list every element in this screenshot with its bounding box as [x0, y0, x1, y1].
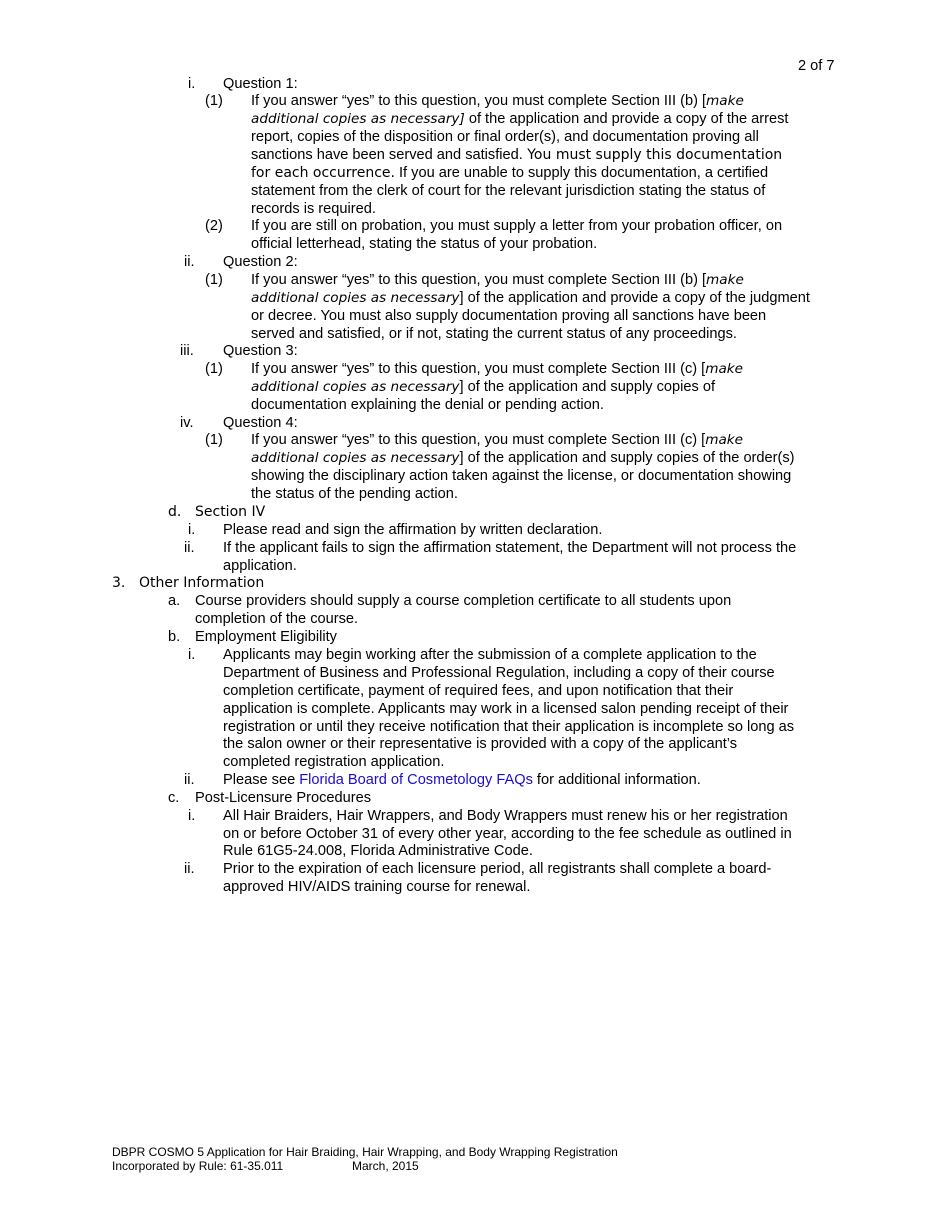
q2-item-line: or decree. You must also supply documentation proving all sanctions have been: [251, 308, 767, 324]
post-licensure-text: All Hair Braiders, Hair Wrappers, and Body Wrappers must renew his or her registration: [223, 808, 788, 824]
section-iv-item: If the applicant fails to sign the affirmation statement, the Department will not process the: [223, 540, 797, 556]
list-marker: (1): [205, 432, 223, 448]
other-information-title: Other Information: [139, 575, 265, 591]
footer-rule: Incorporated by Rule: 61-35.011: [112, 1159, 284, 1173]
faq-line: Please see Florida Board of Cosmetology FAQs for additional information.: [223, 772, 701, 788]
list-marker: iv.: [180, 415, 194, 431]
list-marker: i.: [188, 647, 196, 663]
q1-item2-line: If you are still on probation, you must supply a letter from your probation officer, on: [251, 218, 783, 234]
course-providers-text: completion of the course.: [195, 611, 359, 627]
list-marker: i.: [188, 76, 196, 92]
list-marker: ii.: [184, 772, 195, 788]
post-licensure-text: on or before October 31 of every other year, according to the fee schedule as outlined in: [223, 826, 792, 842]
q2-item-line: served and satisfied, or if not, stating the current status of any proceedings.: [251, 326, 737, 342]
faq-link[interactable]: Florida Board of Cosmetology FAQs: [299, 772, 533, 788]
footer-form-title: DBPR COSMO 5 Application for Hair Braiding, Hair Wrapping, and Body Wrapping Registration: [112, 1145, 618, 1159]
question-1-title: Question 1:: [223, 76, 298, 92]
q1-item1-line: statement from the clerk of court for the relevant jurisdiction stating the status of: [251, 183, 766, 199]
list-marker: b.: [168, 629, 181, 645]
q1-item1-line: report, copies of the disposition or final order(s), and documentation proving all: [251, 129, 759, 145]
list-marker: i.: [188, 522, 196, 538]
q1-item1-line: If you answer “yes” to this question, you must complete Section III (b) [make: [251, 93, 744, 109]
q1-item1-line: additional copies as necessary] of the application and provide a copy of the arrest: [251, 111, 789, 127]
employment-text: registration or until they receive notification that their application is incomplete so long as: [223, 719, 795, 735]
list-marker: ii.: [184, 540, 195, 556]
question-2-title: Question 2:: [223, 254, 298, 270]
employment-text: application is complete. Applicants may work in a licensed salon pending receipt of their: [223, 701, 789, 717]
list-marker: (1): [205, 93, 223, 109]
employment-text: Department of Business and Professional Regulation, including a copy of their course: [223, 665, 775, 681]
post-licensure-text: approved HIV/AIDS training course for renewal.: [223, 879, 531, 895]
list-marker: a.: [168, 593, 181, 609]
list-marker: iii.: [180, 343, 194, 359]
list-marker: (1): [205, 272, 223, 288]
q4-item-line: the status of the pending action.: [251, 486, 458, 502]
q1-item1-line: records is required.: [251, 201, 376, 217]
employment-text: the salon owner or their representative is provided with a copy of the applicant’s: [223, 736, 738, 752]
list-marker: ii.: [184, 254, 195, 270]
employment-eligibility-title: Employment Eligibility: [195, 629, 337, 645]
section-iv-item: application.: [223, 558, 297, 574]
page-number: 2 of 7: [798, 58, 835, 74]
q4-item-line: additional copies as necessary] of the application and supply copies of the order(s): [251, 450, 795, 466]
section-iv-item: Please read and sign the affirmation by written declaration.: [223, 522, 603, 538]
section-iv-title: Section IV: [195, 504, 266, 520]
list-marker: d.: [168, 504, 182, 520]
q3-item-line: If you answer “yes” to this question, you must complete Section III (c) [make: [251, 361, 744, 377]
q3-item-line: additional copies as necessary] of the application and supply copies of: [251, 379, 716, 395]
list-marker: ii.: [184, 861, 195, 877]
q3-item-line: documentation explaining the denial or pending action.: [251, 397, 604, 413]
list-marker: (1): [205, 361, 223, 377]
post-licensure-title: Post-Licensure Procedures: [195, 790, 372, 806]
q4-item-line: If you answer “yes” to this question, you must complete Section III (c) [make: [251, 432, 744, 448]
course-providers-text: Course providers should supply a course completion certificate to all students upon: [195, 593, 732, 609]
employment-text: Applicants may begin working after the submission of a complete application to the: [223, 647, 757, 663]
employment-text: completion certificate, payment of required fees, and upon notification that their: [223, 683, 734, 699]
list-marker: c.: [168, 790, 180, 806]
question-3-title: Question 3:: [223, 343, 298, 359]
post-licensure-text: Prior to the expiration of each licensure period, all registrants shall complete a board-: [223, 861, 772, 877]
q1-item2-line: official letterhead, stating the status of your probation.: [251, 236, 598, 252]
q2-item-line: additional copies as necessary] of the application and provide a copy of the judgment: [251, 290, 810, 306]
q4-item-line: showing the disciplinary action taken against the license, or documentation showing: [251, 468, 792, 484]
question-4-title: Question 4:: [223, 415, 298, 431]
list-marker: (2): [205, 218, 223, 234]
post-licensure-text: Rule 61G5-24.008, Florida Administrative Code.: [223, 843, 533, 859]
list-marker: 3.: [112, 575, 126, 591]
employment-text: completed registration application.: [223, 754, 445, 770]
footer-date: March, 2015: [352, 1159, 419, 1173]
q1-item1-line: sanctions have been served and satisfied. You must supply this documentation: [251, 147, 783, 163]
q1-item1-line: for each occurrence. If you are unable to supply this documentation, a certified: [251, 165, 769, 181]
list-marker: i.: [188, 808, 196, 824]
q2-item-line: If you answer “yes” to this question, you must complete Section III (b) [make: [251, 272, 744, 288]
